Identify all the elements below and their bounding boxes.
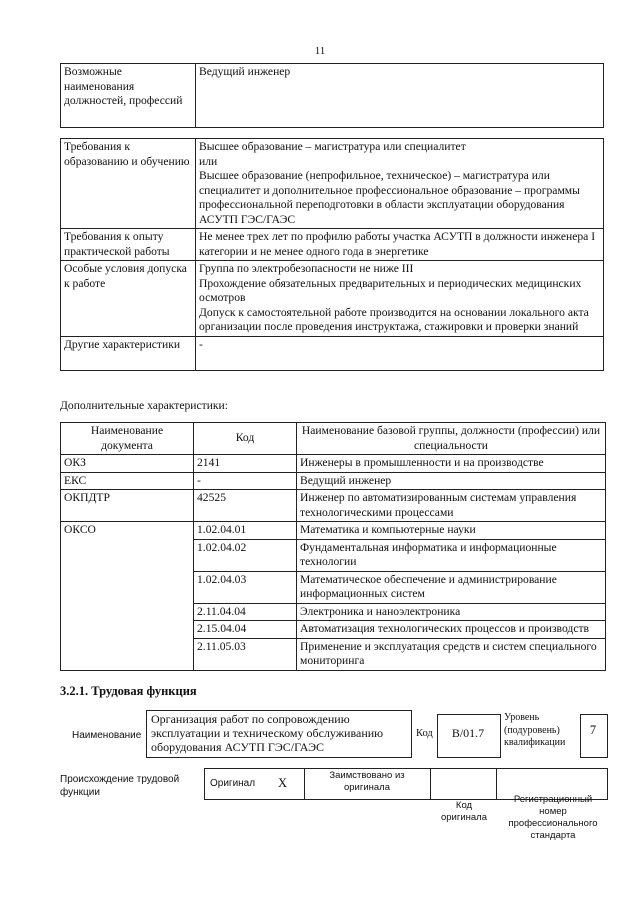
function-heading: 3.2.1. Трудовая функция [60, 684, 197, 698]
req-education-line: Высшее образование – магистратура или специалитет [199, 140, 466, 153]
name-cell: Автоматизация технологических процессов и производств [297, 621, 606, 639]
positions-value: Ведущий инженер [196, 64, 604, 128]
function-name-label: Наименование [72, 730, 142, 741]
code-cell: 2.15.04.04 [194, 621, 297, 639]
table-row [61, 490, 606, 522]
page-number: 11 [314, 45, 326, 57]
req-conditions-value [196, 261, 604, 337]
additional-title: Дополнительные характеристики: [60, 399, 228, 412]
code-cell: 42525 [194, 490, 297, 522]
labor-function-row [60, 706, 608, 762]
additional-table [60, 422, 606, 671]
req-conditions-line: Группа по электробезопасности не ниже III [199, 262, 414, 275]
origin-label: Происхождение трудовой функции [60, 774, 180, 798]
req-experience-line: Не менее трех лет по профилю работы участка АСУТП в должности инженера I категории и не менее одного года в энергетике [199, 230, 596, 258]
function-name-value: Организация работ по сопровождению эксплуатации и техническому обслуживанию оборудования АСУТП ГЭС/ГАЭС [151, 712, 384, 754]
req-education-label: Требования к образованию и обучению [61, 139, 196, 229]
origin-divider-3 [496, 768, 497, 799]
doc-cell: ОКЗ [61, 455, 194, 473]
name-cell: Электроника и наноэлектроника [297, 603, 606, 621]
header-name: Наименование базовой группы, должности (профессии) или специальности [297, 423, 606, 455]
doc-cell: ОКСО [61, 522, 194, 671]
req-experience-value [196, 229, 604, 261]
req-other-label: Другие характеристики [61, 336, 196, 370]
name-cell: Ведущий инженер [297, 472, 606, 490]
name-cell: Применение и эксплуатация средств и систем специального мониторинга [297, 638, 606, 670]
requirements-table [60, 138, 604, 371]
table-row [61, 455, 606, 473]
req-other-value [196, 336, 604, 370]
code-cell: 2141 [194, 455, 297, 473]
borrowed-label: Заимствовано из оригинала [329, 770, 405, 793]
name-cell: Инженер по автоматизированным системам управления технологическими процессами [297, 490, 606, 522]
req-education-line: или [199, 154, 218, 168]
code-cell: 2.11.04.04 [194, 603, 297, 621]
code-cell: 1.02.04.03 [194, 571, 297, 603]
req-education-line: Высшее образование (непрофильное, техническое) – магистратура или специалитет и дополнительное профессиональное образование – программы профессиональной переподготовки в области эксплуатации оборудования АСУТП ГЭС/ГАЭС [199, 169, 580, 226]
function-code-value: B/01.7 [451, 726, 485, 740]
header-code: Код [194, 423, 297, 455]
positions-label: Возможные наименования должностей, профессий [61, 64, 196, 128]
origin-divider-2 [430, 768, 431, 799]
req-conditions-line: Допуск к самостоятельной работе производится на основании локального акта организации после проведения инструктажа, стажировки и проверки знаний [199, 305, 589, 333]
original-mark: X [278, 776, 288, 790]
original-label: Оригинал [210, 778, 256, 789]
name-cell: Математика и компьютерные науки [297, 522, 606, 540]
table-row [61, 472, 606, 490]
name-cell: Инженеры в промышленности и на производстве [297, 455, 606, 473]
doc-cell: ОКПДТР [61, 490, 194, 522]
req-experience-label: Требования к опыту практической работы [61, 229, 196, 261]
positions-table [60, 63, 604, 128]
table-row [61, 522, 606, 540]
code-cell: 1.02.04.02 [194, 539, 297, 571]
function-level-value: 7 [589, 723, 597, 737]
origin-divider-1 [304, 768, 305, 799]
code-caption: Код оригинала [440, 800, 487, 823]
req-conditions-label: Особые условия допуска к работе [61, 261, 196, 337]
req-other-line: - [199, 337, 203, 351]
header-document: Наименование документа [61, 423, 194, 455]
code-cell: 2.11.05.03 [194, 638, 297, 670]
doc-cell: ЕКС [61, 472, 194, 490]
code-cell: - [194, 472, 297, 490]
name-cell: Математическое обеспечение и администрирование информационных систем [297, 571, 606, 603]
reg-caption: Регистрационный номер профессионального стандарта [508, 794, 598, 841]
code-cell: 1.02.04.01 [194, 522, 297, 540]
function-code-label: Код [416, 728, 433, 739]
name-cell: Фундаментальная информатика и информационные технологии [297, 539, 606, 571]
function-level-label: Уровень (подуровень) квалификации [504, 712, 566, 748]
req-conditions-line: Прохождение обязательных предварительных и периодических медицинских осмотров [199, 276, 582, 304]
req-education-value [196, 139, 604, 229]
